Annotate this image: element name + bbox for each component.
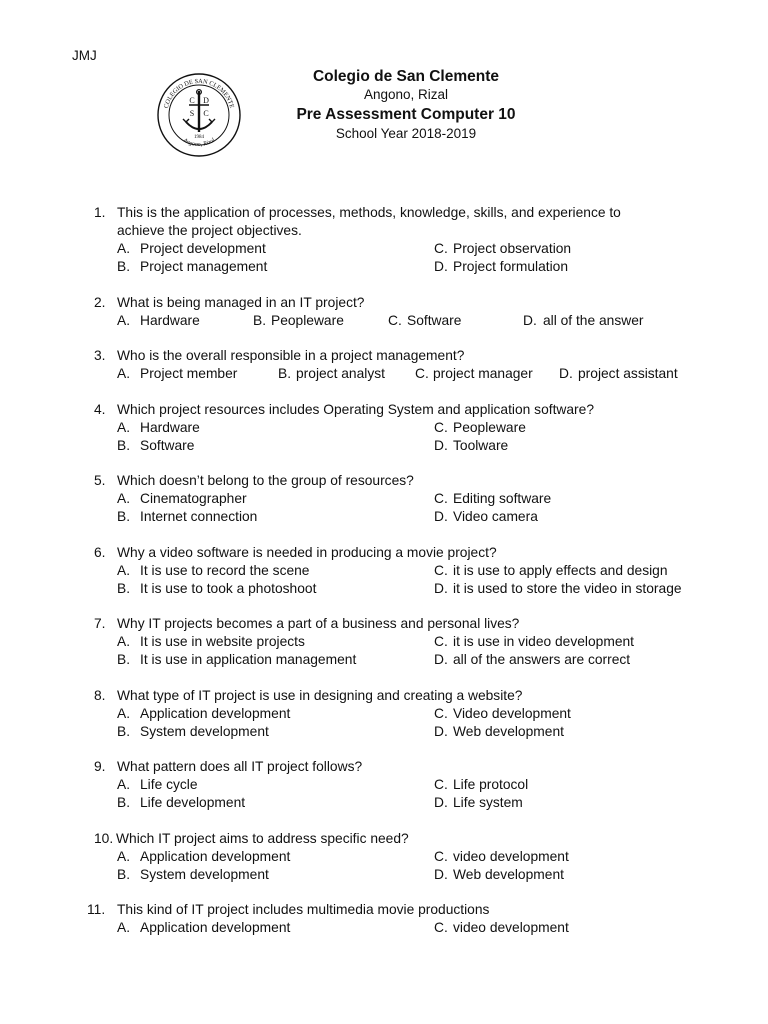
question-item: 3. Who is the overall responsible in a project management? A. Project member B. project analyst C. project manager D. project assistant	[94, 348, 678, 381]
school-year: School Year 2018-2019	[335, 126, 477, 141]
school-name: Colegio de San Clemente	[312, 68, 500, 85]
question-text: What is being managed in an IT project?	[117, 294, 365, 310]
question-text-continued: achieve the project objectives.	[117, 223, 302, 238]
question-text: Which project resources includes Operating System and application software?	[117, 401, 594, 417]
question-item: 11. This kind of IT project includes multimedia movie productions A. Application development C. video development	[87, 902, 569, 935]
question-item: 5. Which doesn’t belong to the group of resources? A. Cinematographer C. Editing software B. Internet connection D. Video camera	[94, 473, 552, 524]
question-text: Which doesn’t belong to the group of resources?	[117, 473, 414, 488]
seal-ring-text: COLEGIO DE SAN CLEMENTE	[162, 77, 236, 109]
question-number: 3.	[94, 348, 106, 363]
question-item: 1. This is the application of processes, methods, knowledge, skills, and experience to achieve the project objectives. A. Project development C. Project observation B. Project management D. Project formulation	[94, 205, 621, 274]
question-number: 4.	[94, 401, 106, 417]
question-item: 6. Why a video software is needed in producing a movie project? A. It is use to record the scene C. it is use to apply effects and design B. It is use to took a photoshoot D. it is used to store the video in storage	[94, 544, 682, 596]
question-number: 10.	[94, 830, 114, 846]
question-text: What pattern does all IT project follows?	[117, 759, 363, 774]
question-text: Why IT projects becomes a part of a business and personal lives?	[117, 616, 520, 631]
seal-year: 1984	[194, 135, 204, 140]
header-initials: JMJ	[72, 48, 97, 63]
seal-letter-c-top: C	[189, 96, 195, 105]
question-number: 2.	[94, 294, 106, 310]
question-number: 11.	[87, 902, 106, 917]
seal-letter-s: S	[189, 109, 195, 118]
question-text: Who is the overall responsible in a project management?	[117, 348, 465, 363]
question-number: 7.	[94, 616, 106, 631]
document-header	[230, 68, 582, 143]
question-number: 1.	[94, 205, 106, 220]
question-item: 2. What is being managed in an IT project? A. Hardware B. Peopleware C. Software D. all of the answer	[94, 294, 644, 328]
question-text: This is the application of processes, methods, knowledge, skills, and experience to	[117, 205, 621, 220]
question-number: 6.	[94, 544, 106, 560]
question-number: 5.	[94, 473, 106, 488]
question-list	[0, 204, 768, 955]
seal-location-text: Angono, Rizal	[181, 137, 217, 149]
question-number: 9.	[94, 759, 106, 774]
question-number: 8.	[94, 687, 106, 703]
seal-letter-c-bottom: C	[203, 109, 209, 118]
question-item: 10. Which IT project aims to address specific need? A. Application development C. video development B. System development D. Web development	[94, 830, 569, 882]
exam-title: Pre Assessment Computer 10	[296, 106, 516, 123]
question-item: 7. Why IT projects becomes a part of a business and personal lives? A. It is use in website projects C. it is use in video development B. It is use in application management D. all of the answers are correct	[94, 616, 634, 667]
question-text: What type of IT project is use in designing and creating a website?	[117, 687, 523, 703]
school-location: Angono, Rizal	[363, 87, 449, 102]
question-item: 8. What type of IT project is use in designing and creating a website? A. Application development C. Video development B. System development D. Web development	[94, 687, 571, 739]
question-text: Why a video software is needed in producing a movie project?	[117, 544, 497, 560]
seal-letter-d: D	[203, 96, 209, 105]
question-text: This kind of IT project includes multimedia movie productions	[117, 902, 490, 917]
question-item: 4. Which project resources includes Operating System and application software? A. Hardware C. Peopleware B. Software D. Toolware	[94, 401, 594, 453]
question-text: Which IT project aims to address specific need?	[116, 830, 409, 846]
question-item: 9. What pattern does all IT project follows? A. Life cycle C. Life protocol B. Life development D. Life system	[94, 759, 529, 810]
